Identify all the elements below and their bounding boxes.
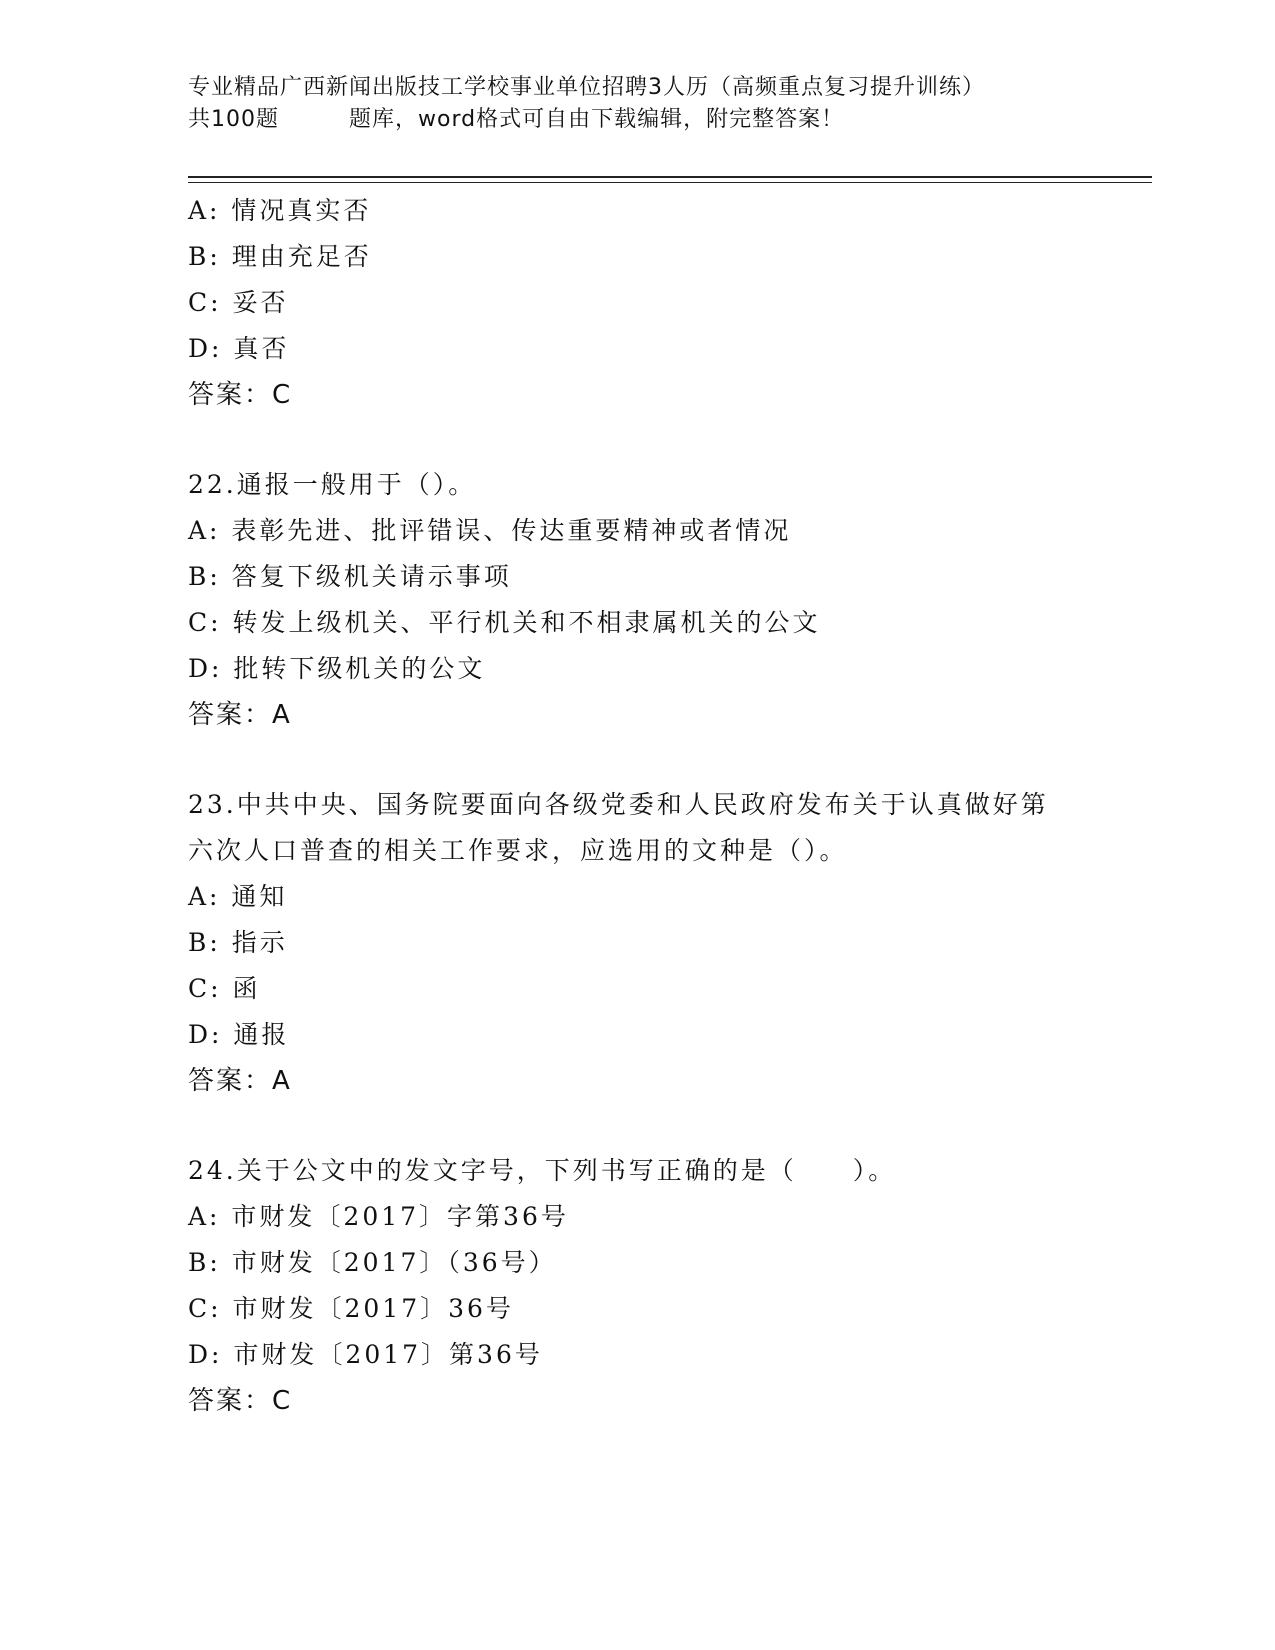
- question-stem-line-1: 23.中共中央、国务院要面向各级党委和人民政府发布关于认真做好第: [188, 790, 1049, 819]
- option-a: A: 表彰先进、批评错误、传达重要精神或者情况: [188, 516, 792, 545]
- answer: 答案：A: [188, 1066, 292, 1096]
- answer: 答案：C: [188, 380, 293, 410]
- option-b: B: 理由充足否: [188, 242, 372, 271]
- answer: 答案：A: [188, 700, 292, 730]
- question-stem: 22.通报一般用于（）。: [188, 470, 477, 499]
- option-b: B: 指示: [188, 928, 288, 957]
- question-stem-line-2: 六次人口普查的相关工作要求，应选用的文种是（）。: [188, 836, 848, 865]
- option-a: A: 市财发〔2017〕字第36号: [188, 1202, 569, 1231]
- answer: 答案：C: [188, 1386, 293, 1416]
- document-header: [188, 72, 1148, 136]
- header-description: 题库，word格式可自由下载编辑，附完整答案！: [349, 107, 845, 132]
- option-a: A: 通知: [188, 882, 288, 911]
- option-d: D: 批转下级机关的公文: [188, 654, 486, 683]
- option-c: C: 函: [188, 974, 261, 1003]
- question-stem: 24.关于公文中的发文字号，下列书写正确的是（ ）。: [188, 1156, 897, 1185]
- option-d: D: 市财发〔2017〕第36号: [188, 1340, 543, 1369]
- option-b: B: 答复下级机关请示事项: [188, 562, 512, 591]
- question-22: [188, 462, 1148, 738]
- header-divider-thin: [188, 182, 1152, 183]
- question-23: [188, 782, 1148, 1104]
- question-list: [188, 188, 1148, 1424]
- option-c: C: 妥否: [188, 288, 289, 317]
- header-title: 专业精品广西新闻出版技工学校事业单位招聘3人历（高频重点复习提升训练）: [188, 75, 985, 100]
- option-b: B: 市财发〔2017〕（36号）: [188, 1248, 557, 1277]
- option-c: C: 转发上级机关、平行机关和不相隶属机关的公文: [188, 608, 821, 637]
- header-question-count: 共100题: [188, 107, 279, 132]
- option-d: D: 通报: [188, 1020, 290, 1049]
- option-a: A: 情况真实否: [188, 196, 372, 225]
- option-d: D: 真否: [188, 334, 290, 363]
- question-24: [188, 1148, 1148, 1424]
- question-21: [188, 188, 1148, 418]
- header-subtitle: [188, 104, 1148, 136]
- option-c: C: 市财发〔2017〕36号: [188, 1294, 514, 1323]
- header-divider-thick: [188, 176, 1152, 178]
